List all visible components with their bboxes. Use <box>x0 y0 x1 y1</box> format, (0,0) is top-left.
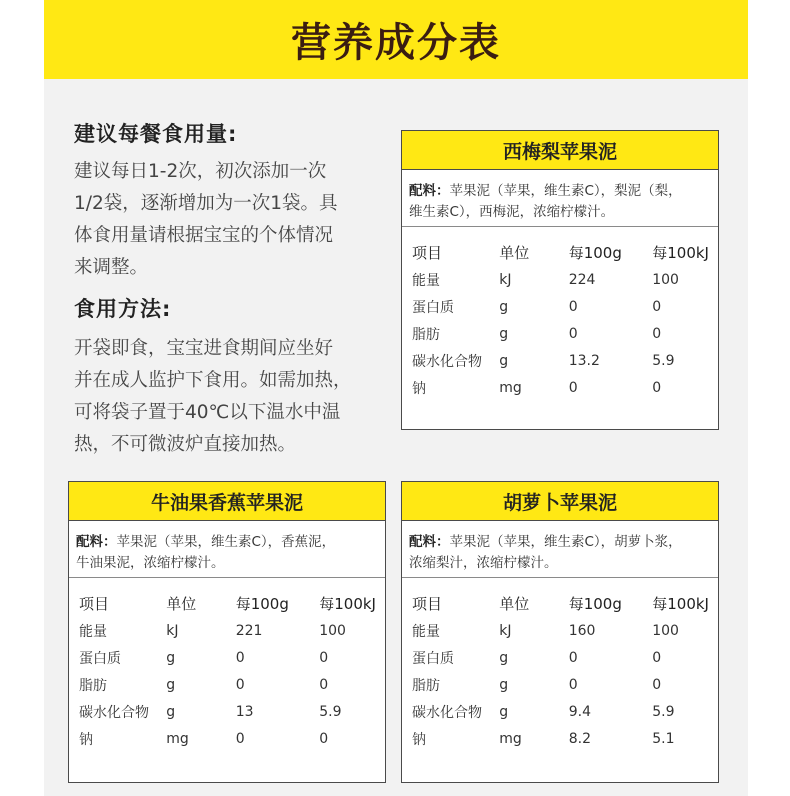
header-unit: 单位 <box>499 244 530 262</box>
row-per-100kj: 5.9 <box>652 703 675 720</box>
row-item: 脂肪 <box>79 677 107 694</box>
header-per-100kj: 每100kJ <box>652 244 709 262</box>
row-per-100kj: 100 <box>652 622 679 639</box>
row-unit: mg <box>166 730 189 747</box>
row-item: 蛋白质 <box>412 299 454 316</box>
ingredients-line: 苹果泥（苹果，维生素C），胡萝卜浆， <box>449 534 682 550</box>
row-per-100kj: 100 <box>319 622 346 639</box>
ingredients-label: 配料： <box>409 183 450 199</box>
usage-text <box>74 333 374 461</box>
row-per-100g: 0 <box>568 379 578 396</box>
table-row <box>412 266 718 293</box>
card-title: 牛油果香蕉苹果泥 <box>69 482 385 521</box>
row-item: 钠 <box>412 380 426 397</box>
table-row <box>412 617 718 644</box>
nutrition-card-carrot-apple <box>401 481 719 783</box>
row-item: 蛋白质 <box>79 650 121 667</box>
ingredients-label: 配料： <box>409 534 450 550</box>
row-per-100g: 224 <box>568 271 596 288</box>
table-header-row <box>412 590 718 617</box>
row-per-100kj: 5.1 <box>652 730 675 747</box>
row-per-100g: 160 <box>568 622 596 639</box>
ingredients-label: 配料： <box>76 534 117 550</box>
row-item: 钠 <box>412 731 426 748</box>
row-per-100g: 0 <box>568 325 578 342</box>
row-per-100kj: 0 <box>652 298 662 315</box>
header-item: 项目 <box>79 595 110 613</box>
table-row <box>412 320 718 347</box>
row-per-100kj: 0 <box>319 676 329 693</box>
row-per-100g: 221 <box>235 622 263 639</box>
row-unit: g <box>499 325 509 342</box>
ingredients-line: 浓缩梨汁，浓缩柠檬汁。 <box>409 555 558 571</box>
row-unit: kJ <box>166 622 179 639</box>
card-ingredients <box>402 521 718 578</box>
row-per-100kj: 0 <box>319 730 329 747</box>
row-per-100g: 13.2 <box>568 352 600 369</box>
usage-line: 热，不可微波炉直接加热。 <box>74 434 297 455</box>
usage-line: 可将袋子置于40℃以下温水中温 <box>74 402 341 423</box>
ingredients-line: 维生素C），西梅泥，浓缩柠檬汁。 <box>409 204 615 220</box>
intro-section <box>74 118 374 461</box>
header-per-100g: 每100g <box>568 595 622 613</box>
dosage-line: 1/2袋，逐渐增加为一次1袋。具 <box>74 193 338 214</box>
table-row <box>79 617 385 644</box>
nutrition-card-prune-pear-apple <box>401 130 719 430</box>
table-row <box>412 698 718 725</box>
row-item: 能量 <box>79 623 107 640</box>
nutrition-table <box>412 590 718 752</box>
card-ingredients <box>69 521 385 578</box>
usage-heading: 食用方法: <box>74 297 172 321</box>
row-per-100kj: 5.9 <box>319 703 342 720</box>
header-per-100g: 每100g <box>235 595 289 613</box>
card-title: 胡萝卜苹果泥 <box>402 482 718 521</box>
header-per-100g: 每100g <box>568 244 622 262</box>
row-per-100g: 0 <box>235 649 245 666</box>
row-per-100g: 0 <box>568 649 578 666</box>
row-unit: g <box>499 298 509 315</box>
dosage-line: 体食用量请根据宝宝的个体情况 <box>74 225 334 246</box>
row-per-100kj: 0 <box>652 325 662 342</box>
row-per-100g: 9.4 <box>568 703 591 720</box>
dosage-heading: 建议每餐食用量: <box>74 122 238 146</box>
table-row <box>79 725 385 752</box>
row-item: 蛋白质 <box>412 650 454 667</box>
table-row <box>412 374 718 401</box>
row-unit: g <box>166 676 176 693</box>
table-row <box>412 644 718 671</box>
row-unit: kJ <box>499 271 512 288</box>
usage-line: 开袋即食，宝宝进食期间应坐好 <box>74 338 334 359</box>
row-item: 钠 <box>79 731 93 748</box>
header-per-100kj: 每100kJ <box>652 595 709 613</box>
dosage-text <box>74 156 374 284</box>
row-per-100kj: 0 <box>652 379 662 396</box>
row-per-100kj: 0 <box>652 676 662 693</box>
row-unit: g <box>166 649 176 666</box>
table-row <box>412 347 718 374</box>
row-item: 脂肪 <box>412 677 440 694</box>
table-row <box>412 725 718 752</box>
header-per-100kj: 每100kJ <box>319 595 376 613</box>
dosage-line: 来调整。 <box>74 257 149 278</box>
row-per-100g: 0 <box>235 730 245 747</box>
row-per-100g: 13 <box>235 703 254 720</box>
card-ingredients <box>402 170 718 227</box>
row-unit: mg <box>499 730 522 747</box>
row-unit: g <box>499 676 509 693</box>
ingredients-line: 牛油果泥，浓缩柠檬汁。 <box>76 555 225 571</box>
page-title: 营养成分表 <box>291 20 501 66</box>
row-per-100g: 8.2 <box>568 730 591 747</box>
table-header-row <box>79 590 385 617</box>
row-item: 能量 <box>412 272 440 289</box>
table-row <box>412 293 718 320</box>
header-item: 项目 <box>412 595 443 613</box>
header-unit: 单位 <box>499 595 530 613</box>
row-per-100kj: 0 <box>319 649 329 666</box>
usage-line: 并在成人监护下食用。如需加热， <box>74 370 352 391</box>
row-unit: kJ <box>499 622 512 639</box>
table-row <box>412 671 718 698</box>
nutrition-card-avocado-banana-apple <box>68 481 386 783</box>
table-row <box>79 671 385 698</box>
header-unit: 单位 <box>166 595 197 613</box>
row-per-100g: 0 <box>235 676 245 693</box>
row-unit: mg <box>499 379 522 396</box>
row-item: 能量 <box>412 623 440 640</box>
table-header-row <box>412 239 718 266</box>
table-row <box>79 644 385 671</box>
ingredients-line: 苹果泥（苹果，维生素C），梨泥（梨， <box>449 183 682 199</box>
ingredients-line: 苹果泥（苹果，维生素C），香蕉泥， <box>116 534 336 550</box>
row-per-100kj: 100 <box>652 271 679 288</box>
title-banner <box>44 0 748 79</box>
row-per-100kj: 5.9 <box>652 352 675 369</box>
row-unit: g <box>499 352 509 369</box>
row-unit: g <box>499 703 509 720</box>
table-row <box>79 698 385 725</box>
row-per-100kj: 0 <box>652 649 662 666</box>
row-unit: g <box>166 703 176 720</box>
row-item: 碳水化合物 <box>412 353 482 370</box>
row-item: 脂肪 <box>412 326 440 343</box>
row-per-100g: 0 <box>568 676 578 693</box>
row-unit: g <box>499 649 509 666</box>
card-title: 西梅梨苹果泥 <box>402 131 718 170</box>
row-per-100g: 0 <box>568 298 578 315</box>
nutrition-table <box>412 239 718 401</box>
row-item: 碳水化合物 <box>79 704 149 721</box>
row-item: 碳水化合物 <box>412 704 482 721</box>
nutrition-table <box>79 590 385 752</box>
header-item: 项目 <box>412 244 443 262</box>
dosage-line: 建议每日1-2次，初次添加一次 <box>74 161 327 182</box>
